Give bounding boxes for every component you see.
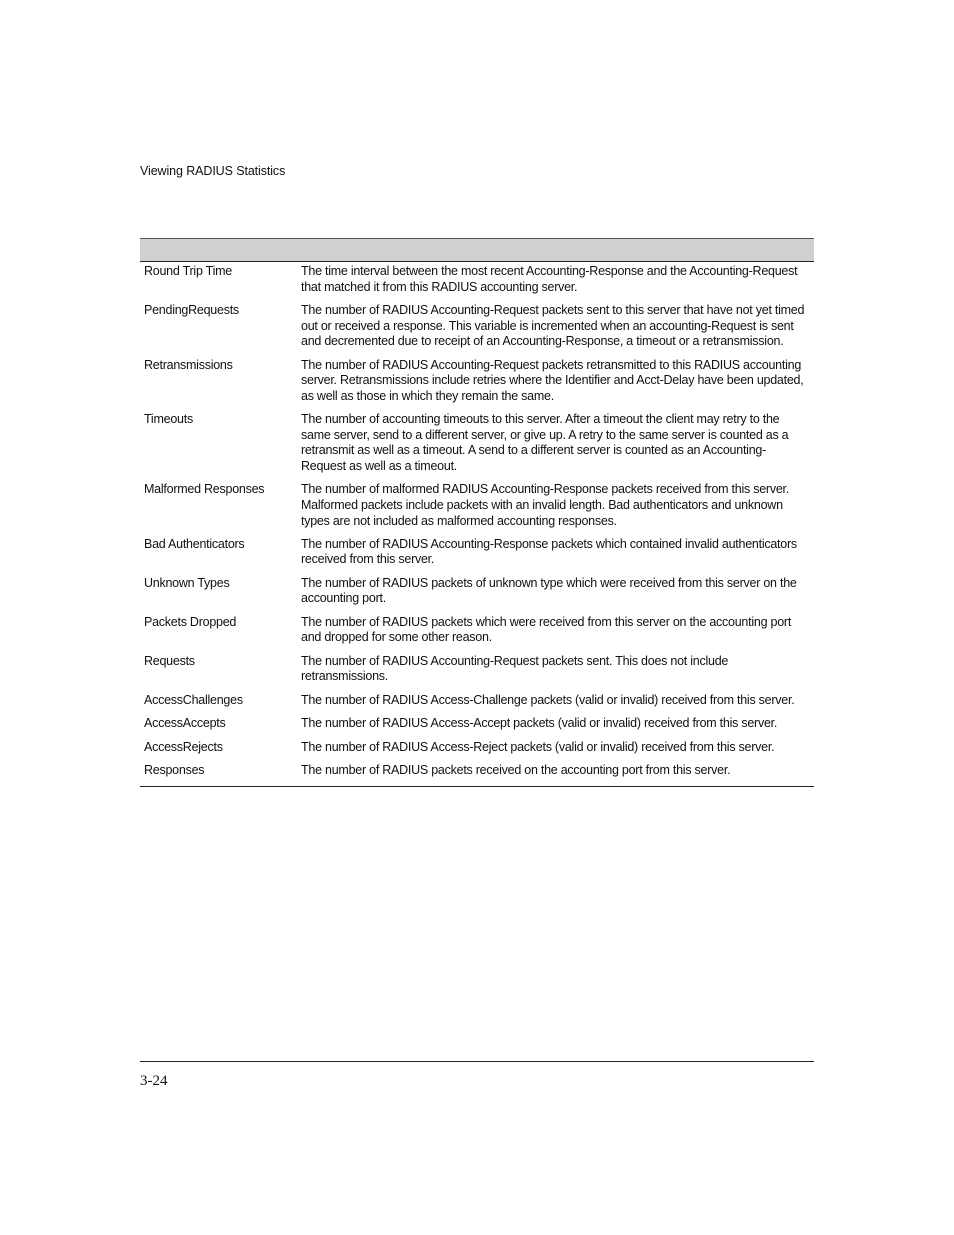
row-description: The number of RADIUS Accounting-Request packets retransmitted to this RADIUS accounting server. Retransmissions include retries where the Identifier and Acct-Delay have been updated, as well as those in which they remain the same. (301, 357, 804, 403)
table-row (140, 537, 814, 568)
row-term: PendingRequests (144, 302, 239, 317)
row-description: The number of RADIUS Access-Challenge packets (valid or invalid) received from this server. (301, 692, 795, 707)
row-description: The number of accounting timeouts to this server. After a timeout the client may retry to the same server, send to a different server, or give up. A retry to the same server is counted as a retransmit as well as a timeout. A send to a different server is counted as an Accounting-Request as well as a timeout. (301, 412, 789, 473)
row-term: Unknown Types (144, 575, 230, 590)
table-header-band (140, 238, 814, 262)
row-term: Malformed Responses (144, 482, 265, 497)
row-term: Round Trip Time (144, 264, 232, 278)
row-description: The number of RADIUS Access-Reject packets (valid or invalid) received from this server. (301, 739, 775, 754)
footer-rule (140, 1061, 814, 1062)
table-row (140, 615, 814, 646)
page-number: 3-24 (140, 1073, 168, 1089)
table-row (140, 693, 814, 709)
table-row (140, 264, 814, 295)
table-row (140, 576, 814, 607)
statistics-table (140, 238, 814, 787)
row-term: AccessRejects (144, 739, 223, 754)
row-term: Timeouts (144, 412, 193, 427)
table-row (140, 303, 814, 350)
row-description: The number of RADIUS packets of unknown type which were received from this server on the accounting port. (301, 575, 797, 606)
row-term: AccessAccepts (144, 716, 226, 731)
row-description: The number of RADIUS Accounting-Response packets which contained invalid authenticators received from this server. (301, 536, 797, 567)
row-description: The number of RADIUS packets which were received from this server on the accounting port and dropped for some other reason. (301, 614, 792, 645)
row-description: The number of RADIUS Access-Accept packets (valid or invalid) received from this server. (301, 716, 778, 731)
row-description: The number of RADIUS packets received on the accounting port from this server. (301, 763, 731, 777)
row-term: Requests (144, 653, 195, 668)
table-row (140, 763, 814, 779)
row-term: Responses (144, 763, 205, 777)
row-term: Bad Authenticators (144, 536, 245, 551)
table-row (140, 482, 814, 529)
row-description: The number of RADIUS Accounting-Request packets sent to this server that have not yet timed out or received a response. This variable is incremented when an accounting-Request is sent and decremented due to receipt of an Accounting-Response, a timeout or a retransmission. (301, 302, 805, 349)
table-row (140, 358, 814, 405)
row-description: The number of malformed RADIUS Accounting-Response packets received from this server. Malformed packets include packets with an invalid length. Bad authenticators and unknown types are not included as malformed accounting responses. (301, 482, 789, 528)
row-description: The time interval between the most recent Accounting-Response and the Accounting-Request that matched it from this RADIUS accounting server. (301, 264, 798, 294)
table-row (140, 740, 814, 756)
running-header: Viewing RADIUS Statistics (140, 164, 286, 178)
row-description: The number of RADIUS Accounting-Request packets sent. This does not include retransmissions. (301, 653, 729, 684)
table-row (140, 654, 814, 685)
table-body (140, 262, 814, 787)
row-term: AccessChallenges (144, 692, 243, 707)
row-term: Retransmissions (144, 357, 233, 372)
table-row (140, 716, 814, 732)
table-row (140, 412, 814, 474)
row-term: Packets Dropped (144, 614, 237, 629)
